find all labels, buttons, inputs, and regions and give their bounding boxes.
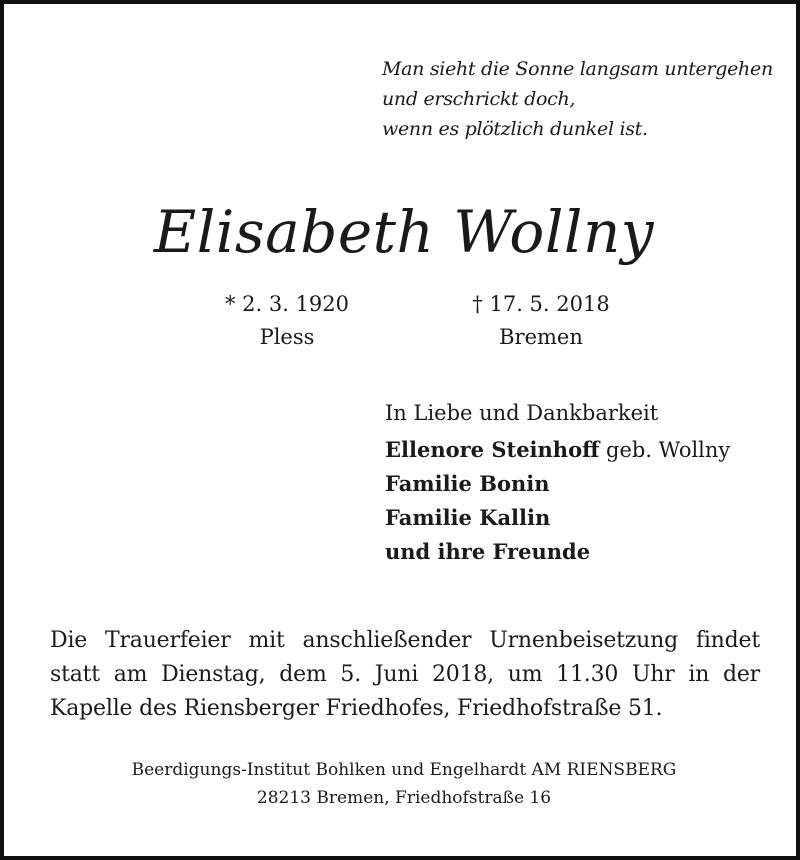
- mourner-line: [385, 467, 730, 501]
- poem-line: wenn es plötzlich dunkel ist.: [382, 118, 648, 140]
- death-place: Bremen: [499, 325, 583, 349]
- mourner-name: und ihre Freunde: [385, 539, 591, 564]
- birth-date: * 2. 3. 1920: [224, 292, 350, 316]
- mourner-name: Familie Bonin: [385, 471, 550, 496]
- death-info: [411, 288, 671, 354]
- death-date: † 17. 5. 2018: [472, 292, 610, 316]
- poem-line: und erschrickt doch,: [382, 88, 576, 110]
- ceremony-announcement: Die Trauerfeier mit anschließender Urnenbeisetzung findet statt am Dienstag, dem 5. Juni 2018, um 11.30 Uhr in der Kapelle des Riensberger Friedhofes, Friedhofstraße 51.: [50, 628, 760, 721]
- birth-info: [157, 288, 417, 354]
- birth-place: Pless: [259, 325, 315, 349]
- mourner-line: [385, 433, 730, 467]
- mourner-name: Ellenore Steinhoff: [385, 437, 600, 462]
- deceased-name: Elisabeth Wollny: [153, 198, 655, 266]
- undertaker-name: Beerdigungs-Institut Bohlken und Engelhardt AM RIENSBERG: [131, 760, 677, 780]
- mourner-suffix: geb. Wollny: [599, 438, 731, 462]
- poem: [382, 54, 773, 144]
- undertaker-info: [4, 756, 800, 812]
- mourner-name: Familie Kallin: [385, 505, 551, 530]
- mourners-block: [385, 397, 730, 569]
- mourner-line: [385, 501, 730, 535]
- undertaker-address: 28213 Bremen, Friedhofstraße 16: [256, 788, 552, 808]
- mourner-line: [385, 535, 730, 569]
- poem-line: Man sieht die Sonne langsam untergehen: [382, 58, 773, 80]
- mourners-intro: In Liebe und Dankbarkeit: [385, 401, 659, 425]
